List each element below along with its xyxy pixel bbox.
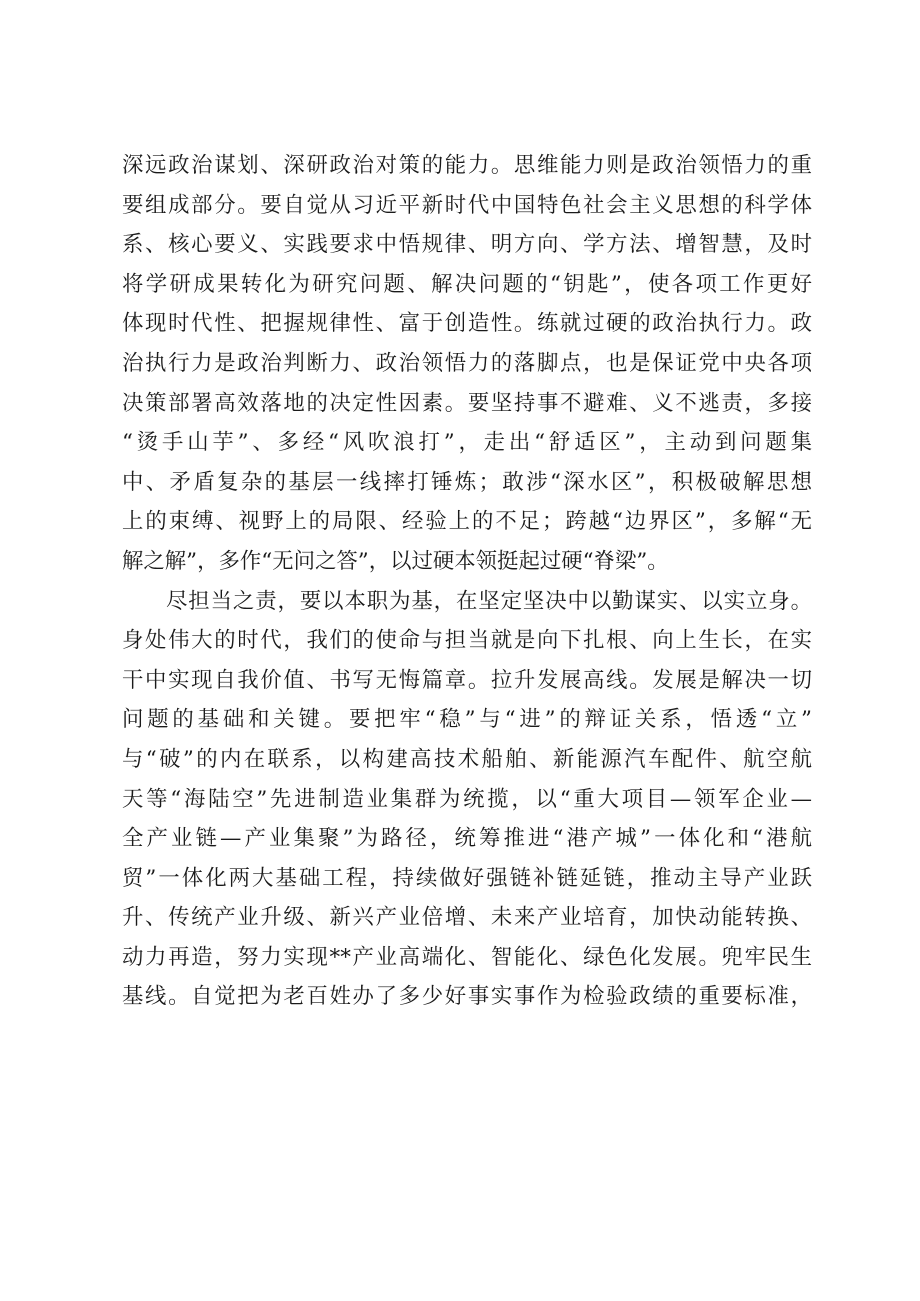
paragraph-line: 尽担当之责，要以本职为基，在坚定坚决中以勤谋实、以实立身。 — [166, 588, 812, 614]
paragraph-line: 贸”一体化两大基础工程，持续做好强链补链延链，推动主导产业跃 — [122, 865, 812, 891]
paragraph-line: 动力再造，努力实现**产业高端化、智能化、绿色化发展。兜牢民生 — [122, 944, 812, 970]
paragraph-line: 将学研成果转化为研究问题、解决问题的“钥匙”，使各项工作更好 — [122, 271, 812, 297]
paragraph-2 — [122, 582, 812, 1018]
paragraph-line: 中、矛盾复杂的基层一线摔打锤炼；敢涉“深水区”，积极破解思想 — [122, 469, 812, 495]
paragraph-line: 与“破”的内在联系，以构建高技术船舶、新能源汽车配件、航空航 — [122, 746, 812, 772]
paragraph-line: 干中实现自我价值、书写无悔篇章。拉升发展高线。发展是解决一切 — [122, 667, 812, 693]
paragraph-line: 升、传统产业升级、新兴产业倍增、未来产业培育，加快动能转换、 — [122, 905, 812, 931]
paragraph-line: 要组成部分。要自觉从习近平新时代中国特色社会主义思想的科学体 — [122, 192, 812, 218]
paragraph-line: 天等“海陆空”先进制造业集群为统揽，以“重大项目—领军企业— — [122, 786, 812, 812]
paragraph-line: 深远政治谋划、深研政治对策的能力。思维能力则是政治领悟力的重 — [122, 153, 812, 178]
paragraph-line: 上的束缚、视野上的局限、经验上的不足；跨越“边界区”，多解“无 — [122, 509, 812, 535]
paragraph-line: 决策部署高效落地的决定性因素。要坚持事不避难、义不逃责，多接 — [122, 390, 812, 416]
body-text — [122, 146, 812, 1017]
paragraph-1 — [122, 146, 812, 582]
paragraph-line: 治执行力是政治判断力、政治领悟力的落脚点，也是保证党中央各项 — [122, 350, 812, 376]
paragraph-line: 解之解”，多作“无问之答”，以过硬本领挺起过硬“脊梁”。 — [122, 548, 669, 574]
paragraph-line: “烫手山芋”、多经“风吹浪打”，走出“舒适区”，主动到问题集 — [122, 430, 812, 456]
paragraph-line: 体现时代性、把握规律性、富于创造性。练就过硬的政治执行力。政 — [122, 311, 812, 337]
paragraph-line: 全产业链—产业集聚”为路径，统筹推进“港产城”一体化和“港航 — [122, 826, 812, 852]
paragraph-line: 问题的基础和关键。要把牢“稳”与“进”的辩证关系，悟透“立” — [122, 707, 812, 733]
paragraph-line: 系、核心要义、实践要求中悟规律、明方向、学方法、增智慧，及时 — [122, 232, 812, 258]
paragraph-line: 基线。自觉把为老百姓办了多少好事实事作为检验政绩的重要标准， — [122, 984, 812, 1010]
paragraph-line: 身处伟大的时代，我们的使命与担当就是向下扎根、向上生长，在实 — [122, 628, 812, 654]
